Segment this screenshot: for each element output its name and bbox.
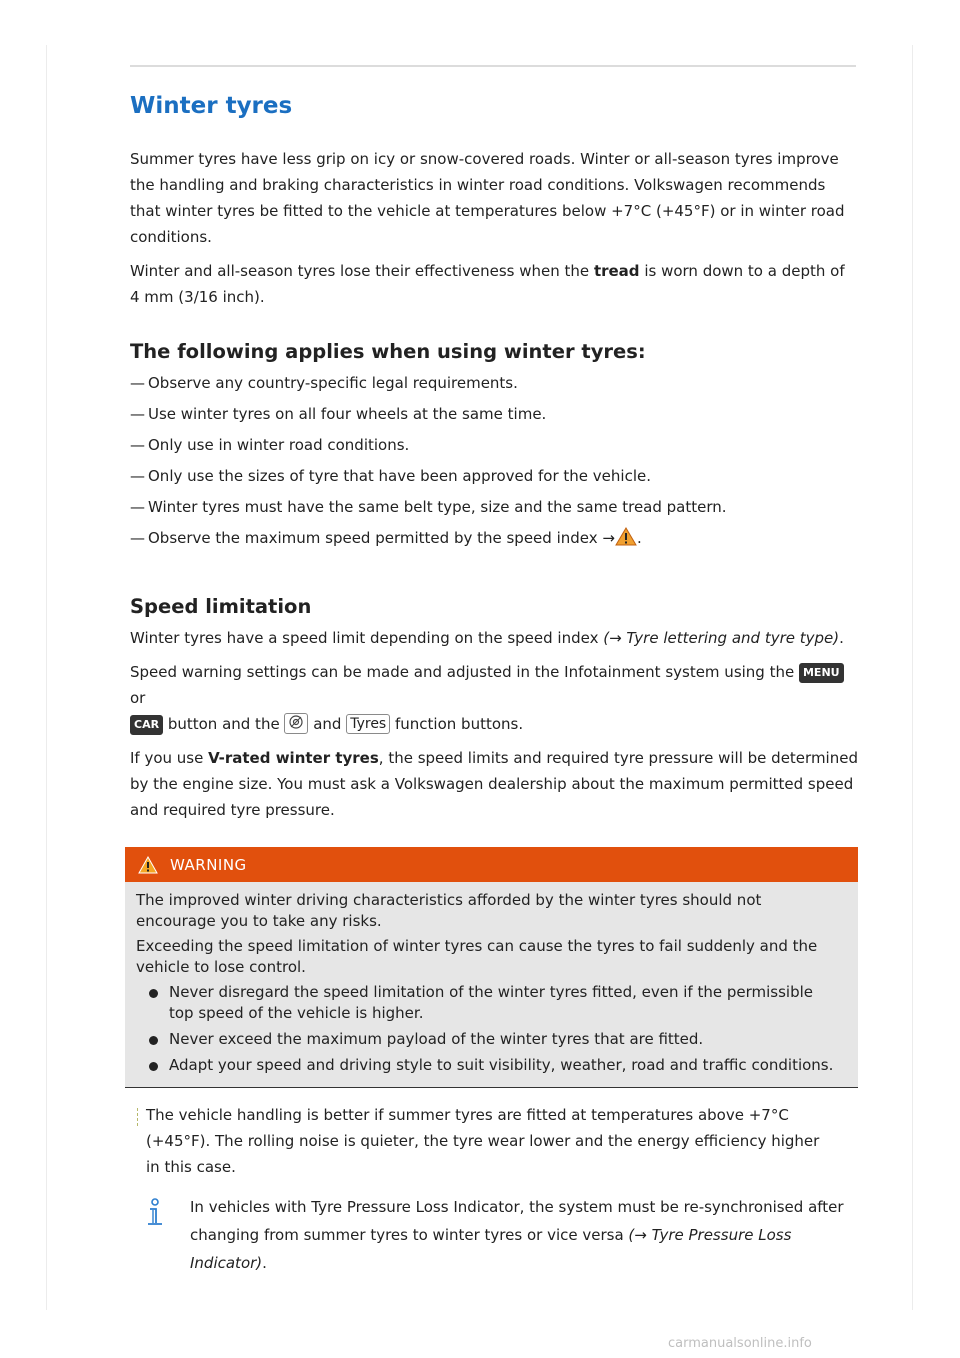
speed-p2-text-a: Speed warning settings can be made and adjusted in the Infotainment system using the — [130, 663, 799, 681]
list-item-end: . — [636, 529, 642, 547]
speed-p2-text-c: function buttons. — [390, 715, 524, 733]
intro-p2-text-a: Winter and all-season tyres lose their effectiveness when the — [130, 262, 594, 280]
list-item — [130, 370, 858, 396]
warning-bullet: Adapt your speed and driving style to suit visibility, weather, road and traffic conditions. — [146, 1055, 842, 1076]
warning-triangle-icon — [138, 856, 158, 874]
tread-term[interactable]: tread — [593, 262, 640, 280]
main-content — [130, 86, 858, 823]
page-border-right — [912, 45, 913, 1310]
speed-paragraph-1 — [130, 625, 858, 651]
tyre-settings-button[interactable] — [284, 713, 308, 734]
top-rule — [130, 65, 856, 67]
tyres-button[interactable]: Tyres — [346, 714, 390, 734]
warning-paragraph-2: Exceeding the speed limitation of winter tyres can cause the tyres to fail suddenly and the vehicle to lose control. — [136, 937, 818, 976]
list-item — [130, 432, 858, 458]
speed-p3-text-b: , the speed limits and required tyre pressure will be determined by the engine size. You must ask a Volkswagen dealership about the maximum permitted speed and required tyre pressure. — [130, 749, 858, 819]
speed-p2-text-b: button and the — [163, 715, 285, 733]
tyre-settings-icon — [288, 714, 304, 730]
intro-p2-text-b: is worn down to a depth of 4 mm (3/16 inch). — [130, 262, 845, 306]
speed-p1-end: . — [839, 629, 844, 647]
tip-marker — [137, 1108, 139, 1126]
list-item — [130, 525, 858, 551]
dash-marker: — — [130, 405, 145, 423]
speed-p3-text-a: If you use — [130, 749, 209, 767]
warning-header — [125, 847, 858, 882]
list-item-text: Observe any country-specific legal requirements. — [148, 374, 518, 392]
warning-triangle-icon — [615, 527, 637, 546]
tip-text: The vehicle handling is better if summer tyres are fitted at temperatures above +7°C (+45°F). The rolling noise is quieter, the tyre wear lower and the energy efficiency higher in this case. — [146, 1106, 820, 1176]
dash-marker: — — [130, 467, 145, 485]
warning-label: WARNING — [170, 855, 247, 874]
warning-bullet: Never exceed the maximum payload of the winter tyres that are fitted. — [146, 1029, 842, 1050]
dash-marker: — — [130, 498, 145, 516]
list-item-text: Only use the sizes of tyre that have been approved for the vehicle. — [148, 467, 651, 485]
dash-marker: — — [130, 529, 145, 547]
arrow-icon: → — [602, 529, 615, 547]
warning-paragraph-1: The improved winter driving characteristics afforded by the winter tyres should not encourage you to take any risks. — [136, 891, 762, 930]
intro-paragraph-1: Summer tyres have less grip on icy or snow-covered roads. Winter or all-season tyres improve the handling and braking characteristics in winter road conditions. Volkswagen recommends that winter tyres be fitted to the vehicle at temperatures below +7°C (+45°F) or in winter road conditions. — [130, 150, 845, 246]
tip-note — [137, 1102, 837, 1180]
list-item-text: Only use in winter road conditions. — [148, 436, 410, 454]
list-item — [130, 401, 858, 427]
speed-p2-or: or — [130, 689, 146, 707]
list-item-text: Use winter tyres on all four wheels at the same time. — [148, 405, 547, 423]
speed-paragraph-3 — [130, 745, 858, 823]
dash-marker: — — [130, 436, 145, 454]
info-text — [190, 1193, 845, 1277]
intro-paragraph-2 — [130, 258, 858, 310]
warning-reference-link[interactable] — [602, 529, 637, 547]
speed-p2-and: and — [308, 715, 347, 733]
warning-body — [125, 882, 858, 1088]
watermark: carmanualsonline.info — [668, 1336, 812, 1351]
page-border-left — [46, 45, 47, 1310]
page-title: Winter tyres — [130, 93, 293, 119]
warning-box — [125, 847, 858, 1088]
info-icon — [145, 1198, 165, 1228]
tyre-pressure-loss-link[interactable]: (→ Tyre Pressure Loss Indicator) — [190, 1226, 792, 1272]
speed-p1-text: Winter tyres have a speed limit depending on the speed index — [130, 629, 604, 647]
speed-paragraph-2 — [130, 659, 858, 737]
warning-bullets — [136, 982, 842, 1076]
list-item — [130, 463, 858, 489]
dash-marker: — — [130, 374, 145, 392]
warning-bullet: Never disregard the speed limitation of the winter tyres fitted, even if the permissible top speed of the vehicle is higher. — [146, 982, 842, 1024]
applies-heading: The following applies when using winter tyres: — [130, 340, 646, 363]
v-rated-term[interactable]: V-rated winter tyres — [208, 749, 379, 767]
info-text-a: In vehicles with Tyre Pressure Loss Indicator, the system must be re-synchronised after changing from summer tyres to winter tyres or vice versa — [190, 1198, 844, 1244]
info-note — [145, 1193, 845, 1277]
list-item-text: Observe the maximum speed permitted by the speed index — [148, 529, 598, 547]
list-item-text: Winter tyres must have the same belt type, size and the same tread pattern. — [148, 498, 727, 516]
info-text-end: . — [262, 1254, 267, 1272]
menu-button[interactable]: MENU — [799, 663, 844, 683]
list-item — [130, 494, 858, 520]
applies-list — [130, 370, 858, 551]
speed-heading: Speed limitation — [130, 595, 312, 618]
tyre-lettering-link[interactable]: (→ Tyre lettering and tyre type) — [603, 629, 840, 647]
car-button[interactable]: CAR — [130, 715, 163, 735]
